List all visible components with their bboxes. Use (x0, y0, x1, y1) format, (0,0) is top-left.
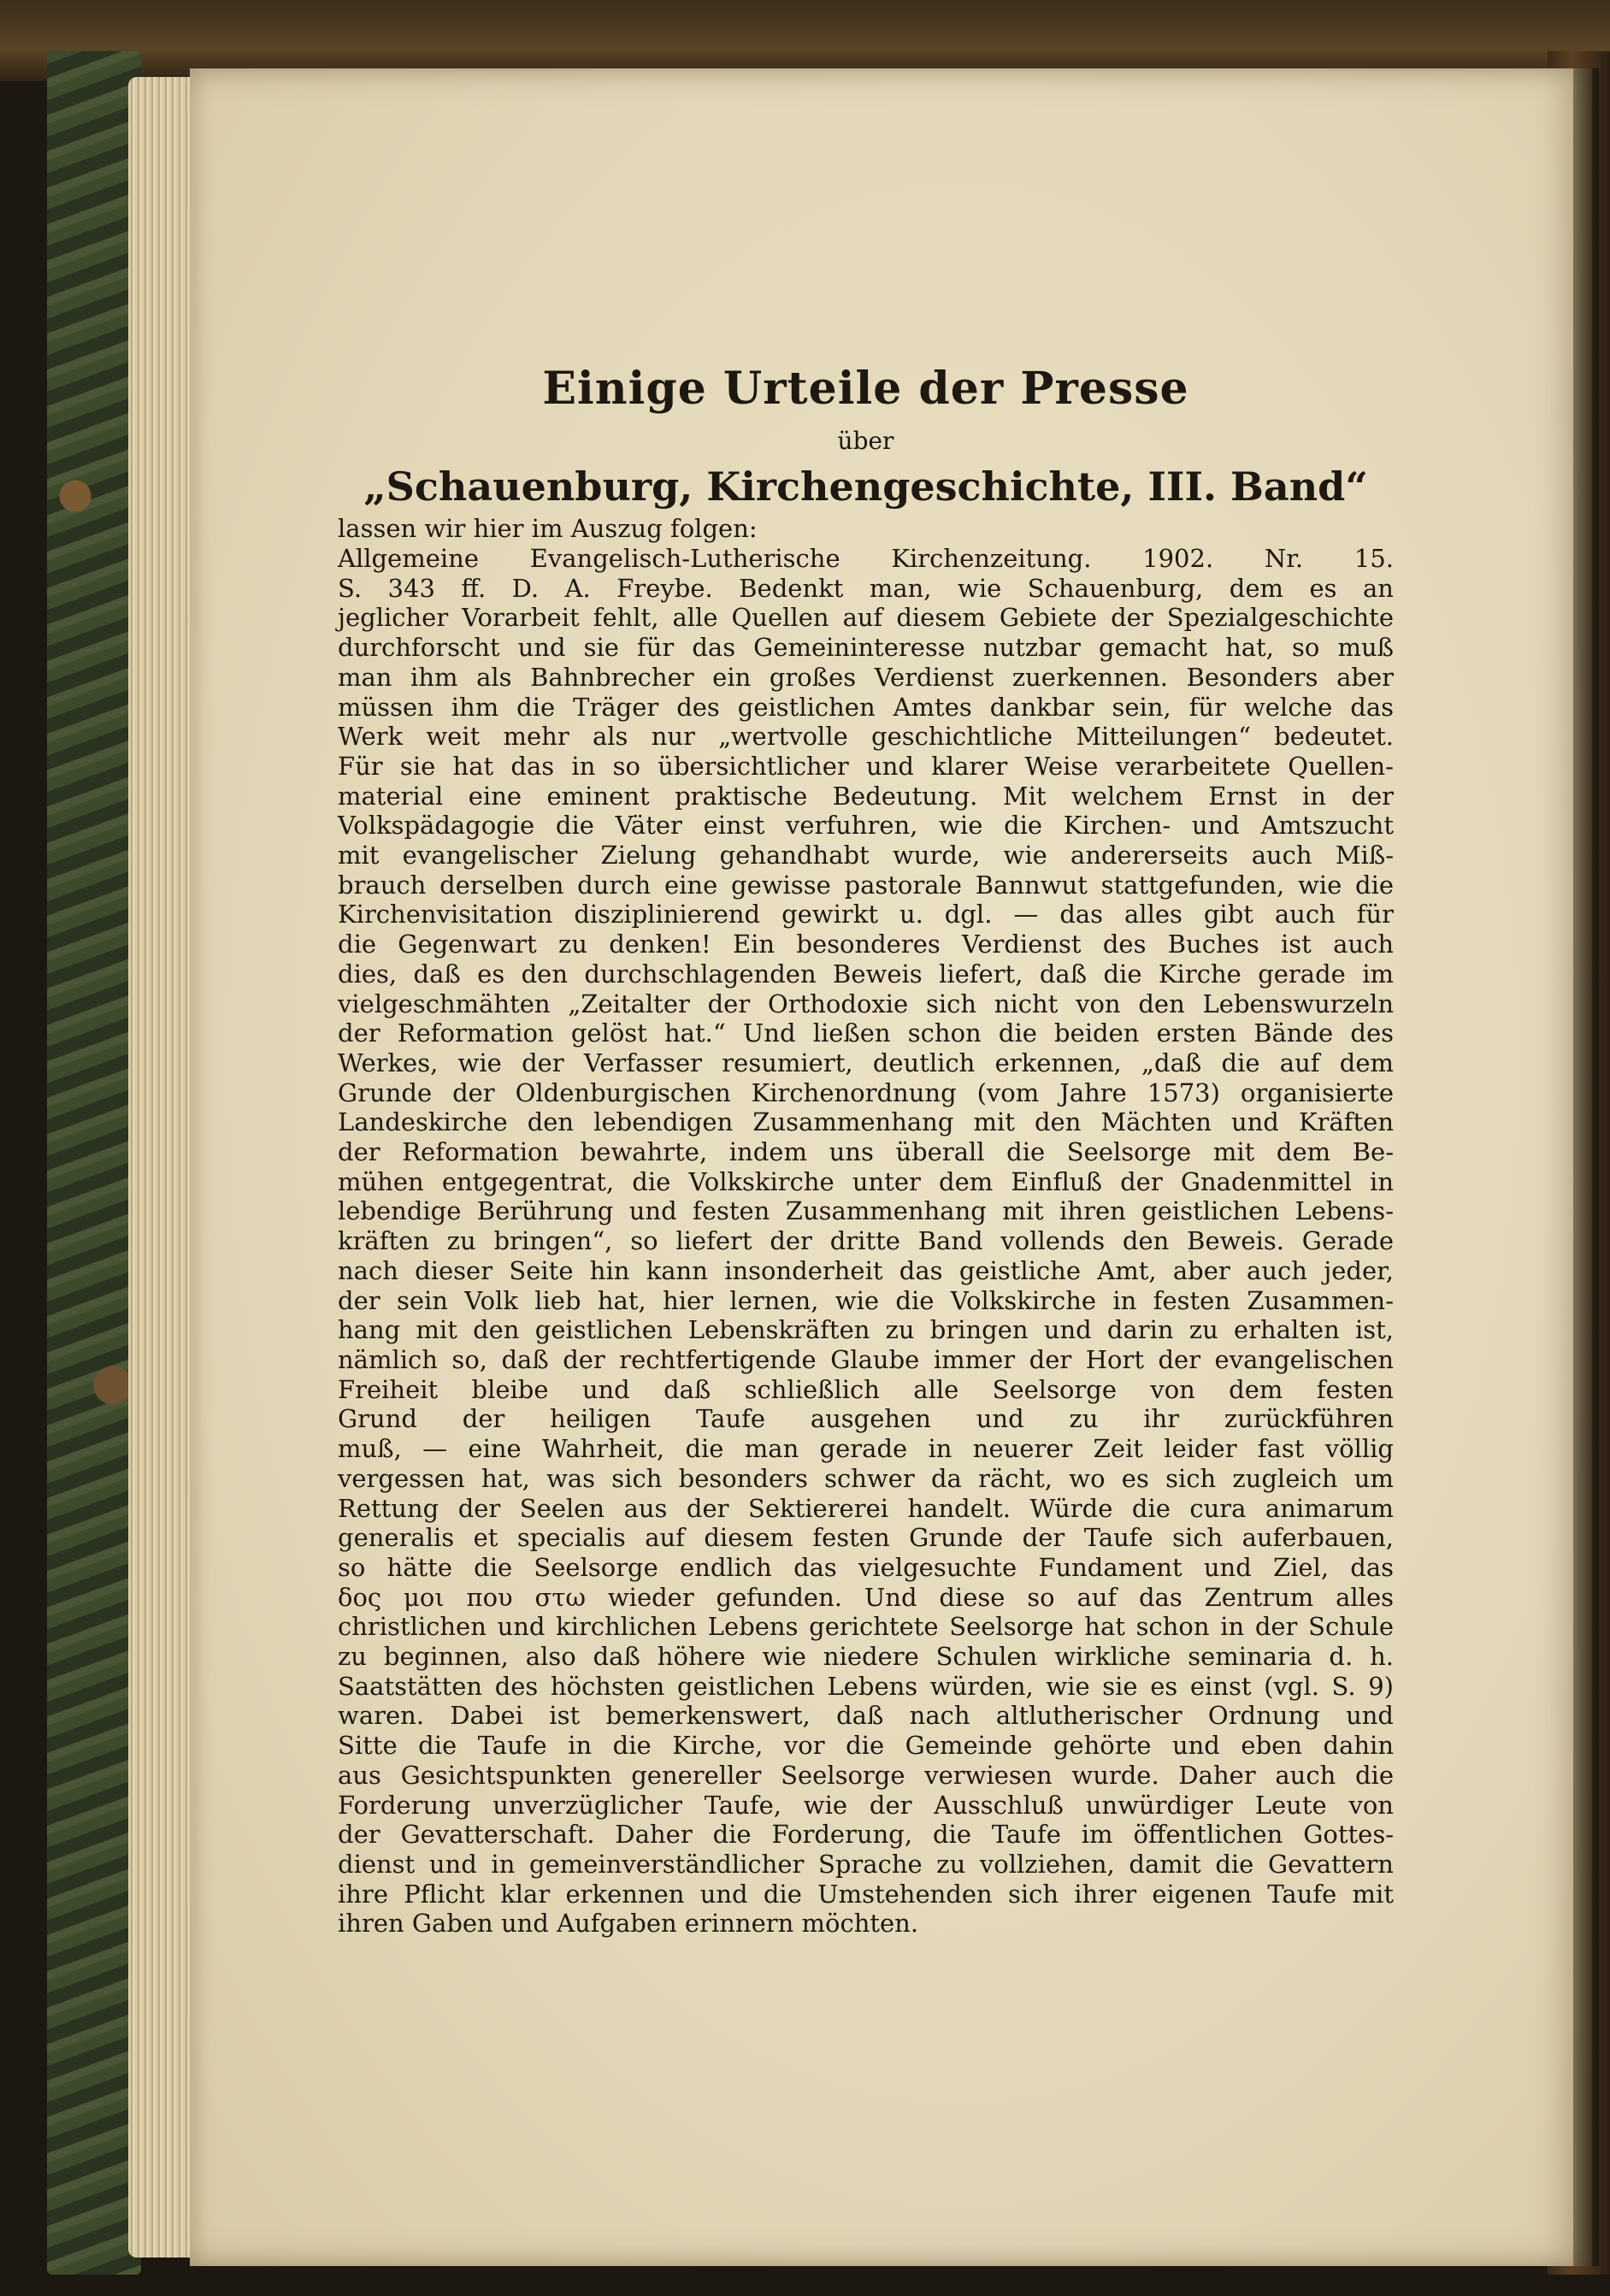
text-line: kräften zu bringen“, so liefert der dritte Band vollends den Beweis. Gerade (338, 1226, 1394, 1256)
text-line: mühen entgegentrat, die Volkskirche unter dem Einfluß der Gnadenmittel in (338, 1166, 1394, 1196)
text-line: Grunde der Oldenburgischen Kirchenordnung (vom Jahre 1573) organisierte (338, 1077, 1394, 1107)
text-line: Für sie hat das in so übersichtlicher und klarer Weise verarbeitete Quellen- (338, 751, 1394, 781)
text-line: nämlich so, daß der rechtfertigende Glaube immer der Hort der evangelischen (338, 1344, 1394, 1374)
text-line: aus Gesichtspunkten genereller Seelsorge verwiesen wurde. Daher auch die (338, 1760, 1394, 1790)
subheading: über (837, 427, 894, 455)
text-line: Allgemeine Evangelisch-Lutherische Kirchenzeitung. 1902. Nr. 15. (338, 544, 1394, 573)
page-text (338, 359, 1394, 1939)
review-paragraph (338, 544, 1394, 1939)
text-line: hang mit den geistlichen Lebenskräften zu bringen und darin zu erhalten ist, (338, 1315, 1394, 1345)
text-line: mit evangelischer Zielung gehandhabt wurde, wie andererseits auch Miß- (338, 841, 1394, 871)
text-line: christlichen und kirchlichen Lebens gerichtete Seelsorge hat schon in der Schule (338, 1612, 1394, 1642)
text-line: waren. Dabei ist bemerkenswert, daß nach altlutherischer Ordnung und (338, 1701, 1394, 1731)
text-line: Forderung unverzüglicher Taufe, wie der Ausschluß unwürdiger Leute von (338, 1790, 1394, 1820)
text-line: ihre Pflicht klar erkennen und die Umstehenden sich ihrer eigenen Taufe mit (338, 1879, 1394, 1909)
text-line: Freiheit bleibe und daß schließlich alle Seelsorge von dem festen (338, 1374, 1394, 1404)
text-line: δος μοι που στω wieder gefunden. Und diese so auf das Zentrum alles (338, 1582, 1394, 1612)
text-line: lebendige Berührung und festen Zusammenhang mit ihren geistlichen Lebens- (338, 1196, 1394, 1226)
text-line: zu beginnen, also daß höhere wie niedere Schulen wirkliche seminaria d. h. (338, 1642, 1394, 1672)
text-line: Rettung der Seelen aus der Sektiererei handelt. Würde die cura animarum (338, 1493, 1394, 1523)
intro-line: lassen wir hier im Auszug folgen: (338, 514, 758, 543)
text-line: Sitte die Taufe in die Kirche, vor die Gemeinde gehörte und eben dahin (338, 1731, 1394, 1761)
text-line: man ihm als Bahnbrecher ein großes Verdienst zuerkennen. Besonders aber (338, 662, 1394, 692)
text-line: Kirchenvisitation disziplinierend gewirkt u. dgl. — das alles gibt auch für (338, 900, 1394, 930)
text-line: dienst und in gemeinverständlicher Sprache zu vollziehen, damit die Gevattern (338, 1849, 1394, 1879)
text-line: der Reformation bewahrte, indem uns überall die Seelsorge mit dem Be- (338, 1137, 1394, 1167)
text-line: durchforscht und sie für das Gemeininteresse nutzbar gemacht hat, so muß (338, 633, 1394, 663)
text-line: vielgeschmähten „Zeitalter der Orthodoxie sich nicht von den Lebenswurzeln (338, 989, 1394, 1018)
text-line: ihren Gaben und Aufgaben erinnern möchten. (338, 1909, 919, 1939)
text-line: Saatstätten des höchsten geistlichen Lebens würden, wie sie es einst (vgl. S. 9) (338, 1671, 1394, 1701)
text-line: brauch derselben durch eine gewisse pastorale Bannwut stattgefunden, wie die (338, 870, 1394, 900)
book-title: „Schauenburg, Kirchengeschichte, III. Band“ (363, 463, 1368, 510)
text-line: S. 343 ff. D. A. Freybe. Bedenkt man, wie Schauenburg, dem es an (338, 573, 1394, 603)
book-cover-left (47, 51, 141, 2275)
heading: Einige Urteile der Presse (542, 363, 1189, 415)
text-line: die Gegenwart zu denken! Ein besonderes Verdienst des Buches ist auch (338, 930, 1394, 959)
text-line: der Reformation gelöst hat.“ Und ließen schon die beiden ersten Bände des (338, 1018, 1394, 1048)
text-line: dies, daß es den durchschlagenden Beweis liefert, daß die Kirche gerade im (338, 959, 1394, 989)
text-line: der sein Volk lieb hat, hier lernen, wie die Volkskirche in festen Zusammen- (338, 1285, 1394, 1315)
page-gutter-shadow (1573, 68, 1599, 2266)
text-line: müssen ihm die Träger des geistlichen Amtes dankbar sein, für welche das (338, 692, 1394, 722)
text-line: material eine eminent praktische Bedeutung. Mit welchem Ernst in der (338, 781, 1394, 811)
text-line: so hätte die Seelsorge endlich das vielgesuchte Fundament und Ziel, das (338, 1552, 1394, 1582)
text-line: Werkes, wie der Verfasser resumiert, deutlich erkennen, „daß die auf dem (338, 1048, 1394, 1077)
text-line: vergessen hat, was sich besonders schwer da rächt, wo es sich zugleich um (338, 1463, 1394, 1493)
text-line: Landeskirche den lebendigen Zusammenhang mit den Mächten und Kräften (338, 1107, 1394, 1137)
text-line: Grund der heiligen Taufe ausgehen und zu ihr zurückführen (338, 1404, 1394, 1434)
text-line: generalis et specialis auf diesem festen Grunde der Taufe sich auferbauen, (338, 1523, 1394, 1553)
text-line: der Gevatterschaft. Daher die Forderung, die Taufe im öffentlichen Gottes- (338, 1820, 1394, 1850)
text-line: jeglicher Vorarbeit fehlt, alle Quellen auf diesem Gebiete der Spezialgeschichte (338, 603, 1394, 633)
text-line: muß, — eine Wahrheit, die man gerade in neuerer Zeit leider fast völlig (338, 1434, 1394, 1464)
text-line: Volkspädagogie die Väter einst verfuhren, wie die Kirchen- und Amtszucht (338, 811, 1394, 841)
text-line: nach dieser Seite hin kann insonderheit das geistliche Amt, aber auch jeder, (338, 1255, 1394, 1285)
text-line: Werk weit mehr als nur „wertvolle geschichtliche Mitteilungen“ bedeutet. (338, 722, 1394, 752)
